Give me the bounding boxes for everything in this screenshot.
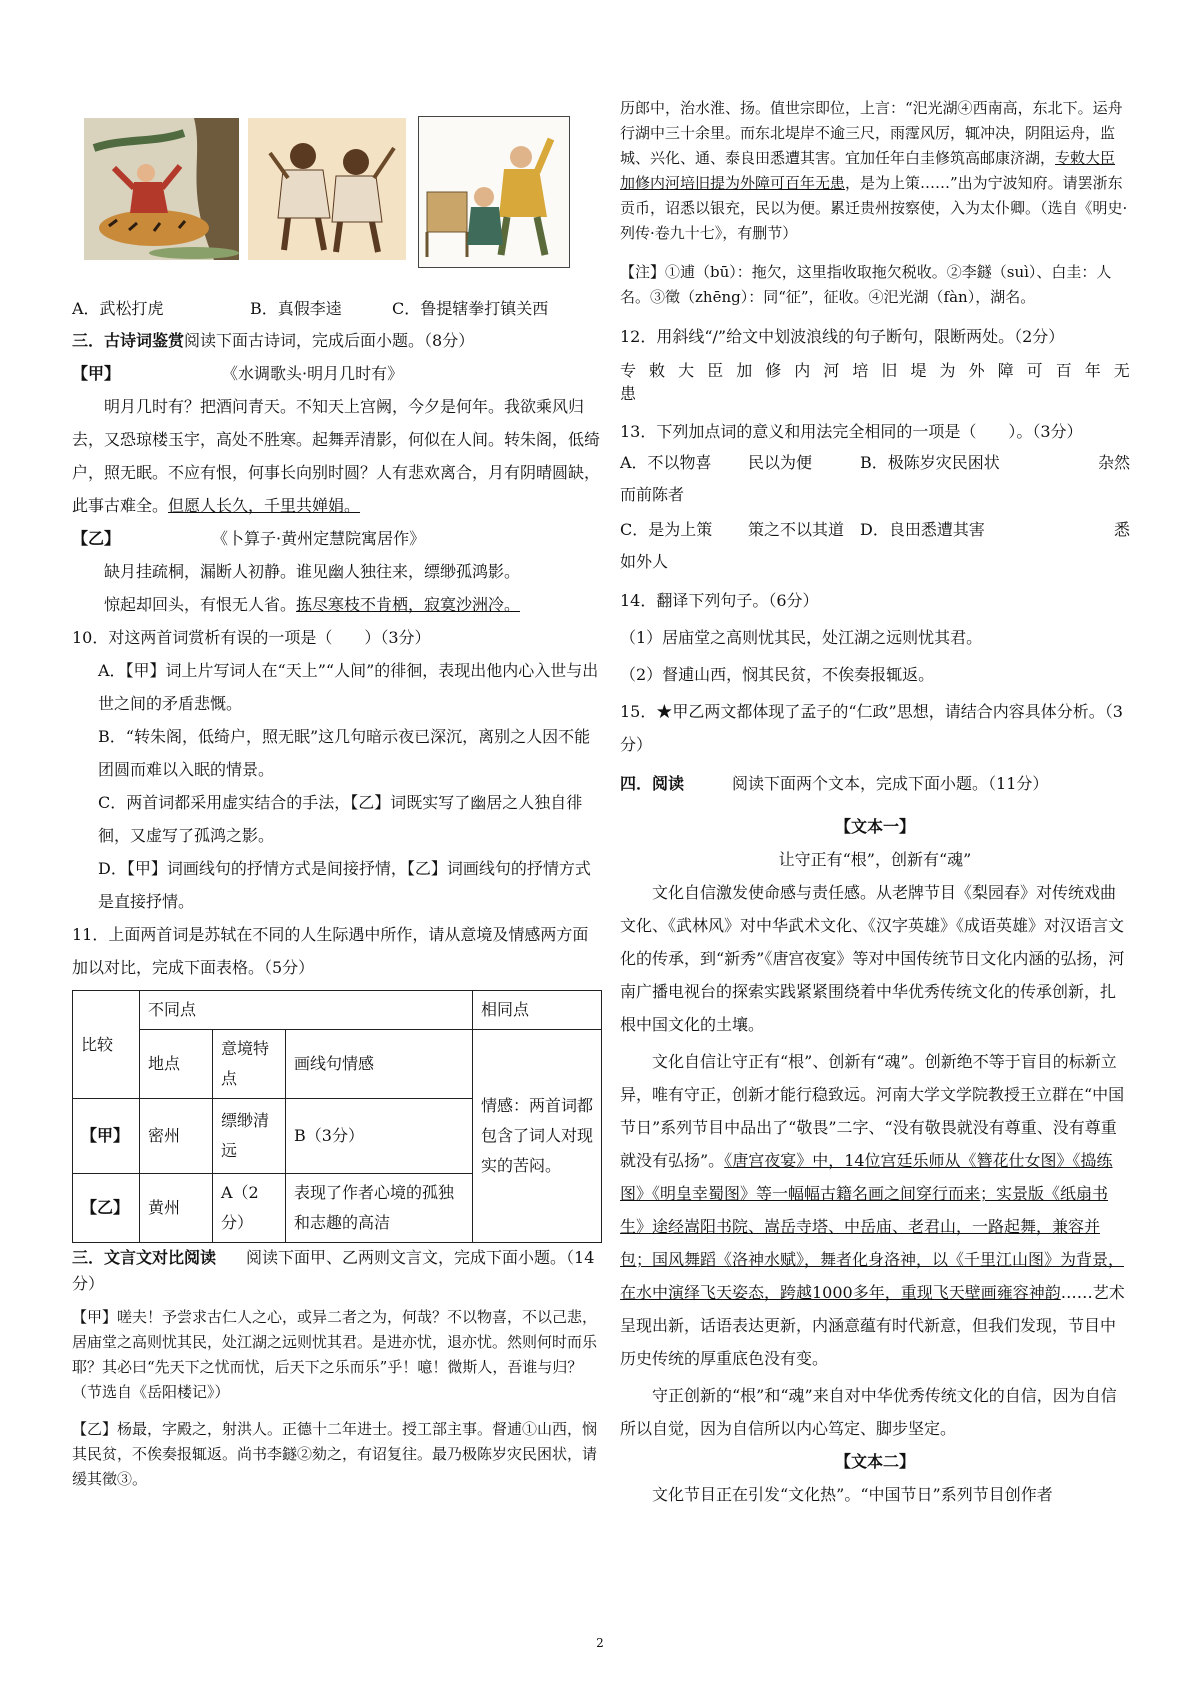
table-place-header: 地点: [140, 1030, 213, 1099]
q13-row-cd: [620, 515, 1130, 545]
classical-instruction: 阅读下面甲、乙两则文言文，完成下面小题。（14分）: [72, 1248, 595, 1293]
li-kui-illustration: [248, 118, 406, 260]
q11-stem: 11．上面两首词是苏轼在不同的人生际遇中所作，请从意境及情感两方面加以对比，完成下面表格。（5分）: [72, 925, 589, 977]
table-same-header: 相同点: [473, 991, 602, 1030]
q12-char: 臣: [707, 361, 724, 380]
classical-section-title: 三．文言文对比阅读: [72, 1248, 217, 1267]
table-yi-mood: A（2分）: [213, 1174, 286, 1243]
lu-tixia-illustration: [418, 116, 570, 268]
q12-char: 培: [852, 361, 869, 380]
q15-stem: 15．★甲乙两文都体现了孟子的“仁政”思想，请结合内容具体分析。（3分）: [620, 702, 1123, 754]
classical-yi-cont-2: ，是为上策……”出为宁波知府。请罢浙东贡币，诏悉以银充，民以为便。累迁贵州按察使，入为太仆卿。（选自《明史·列传·卷九十七》，有删节）: [620, 174, 1128, 242]
q13-stem: 13．下列加点词的意义和用法完全相同的一项是（ ）。（3分）: [620, 422, 1083, 441]
comparison-table: [72, 990, 602, 1243]
q12-char: 旧: [881, 361, 898, 380]
q13-a2: 民以为便: [748, 453, 813, 472]
q10-option-b: B．“转朱阁，低绮户，照无眠”这几句暗示夜已深沉，离别之人因不能团圆而难以入眠的情景。: [98, 727, 591, 779]
q13-c1: C．是为上策: [620, 520, 713, 539]
q13-a1: A．不以物喜: [620, 453, 712, 472]
q10-option-a: A．【甲】词上片写词人在“天上”“人间”的徘徊，表现出他内心入世与出世之间的矛盾悲慨。: [98, 661, 599, 713]
table-diff-header: 不同点: [140, 991, 473, 1030]
text1-p2-plain: 文化自信让守正有“根”、创新有“魂”。创新绝不等于盲目的标新立异，唯有守正，创新才能行稳致远。河南大学文学院教授王立群在“中国节日”系列节目中品出了“敬畏”二字、“没有敬畏就没有尊重、没有尊重就没有弘扬”。: [620, 1052, 1125, 1170]
q12-stem: 12．用斜线“/”给文中划波浪线的句子断句，限断两处。（2分）: [620, 327, 1065, 346]
table-same-text: 情感：两首词都包含了词人对现实的苦闷。: [473, 1030, 602, 1243]
table-jia-label: 【甲】: [73, 1099, 140, 1174]
classical-yi-wavy-sentence: 专敕大臣加修内河培旧提为外障可百年无患: [620, 149, 1116, 192]
q12-char: 专: [620, 361, 637, 380]
caption-c: C．鲁提辖拳打镇关西: [392, 299, 549, 318]
q12-char: 可: [1026, 361, 1043, 380]
classical-yi-text: 【乙】杨最，字殿之，射洪人。正德十二年进士。授工部主事。督逋①山西，悯其民贫，不俟奏报辄返。尚书李鐩②劾之，有诏复往。最乃极陈岁灾民困状，请缓其徵③。: [72, 1420, 598, 1488]
q12-last-char: 患: [620, 384, 637, 403]
q12-char: 堤: [910, 361, 927, 380]
reading-heading: [620, 767, 1130, 800]
q13-b3: 而前陈者: [620, 485, 685, 504]
illustration-captions: [72, 294, 602, 324]
table-jia-mood: 缥缈清远: [213, 1099, 286, 1174]
q12-char: 修: [765, 361, 782, 380]
q12-char: 为: [939, 361, 956, 380]
table-jia-place: 密州: [140, 1099, 213, 1174]
text1-p2-tail: ……艺术呈现出新，话语表达更新，内涵意蕴有时代新意，但我们发现，节目中历史传统的厚重底色没有变。: [620, 1283, 1125, 1368]
q12-char: 障: [997, 361, 1014, 380]
poem-jia-text: [72, 390, 602, 522]
q13-row-ab: [620, 448, 1130, 478]
text1-paragraph-2: [620, 1045, 1130, 1375]
poem-yi-underline: 拣尽寒枝不肯栖，寂寞沙洲冷。: [296, 595, 521, 614]
caption-a: A．武松打虎: [72, 299, 164, 318]
q12-char: 加: [736, 361, 753, 380]
poem-yi-line1: 缺月挂疏桐，漏断人初静。谁见幽人独往来，缥缈孤鸿影。: [104, 562, 521, 581]
poem-jia-body: 明月几时有？把酒问青天。不知天上宫阙，今夕是何年。我欲乘风归去，又恐琼楼玉宇，高处不胜寒。起舞弄清影，何似在人间。转朱阁，低绮户，照无眠。不应有恨，何事长向别时圆？人有悲欢离合，月有阴晴圆缺，此事古难全。: [72, 397, 601, 515]
q12-char: 外: [968, 361, 985, 380]
q13-d3: 如外人: [620, 552, 669, 571]
q12-char: 敕: [649, 361, 666, 380]
q13-b1: B．极陈岁灾民困状: [860, 453, 1000, 472]
q13-b2: 杂然: [1097, 453, 1130, 472]
classical-jia-text: 【甲】嗟夫！予尝求古仁人之心，或异二者之为，何哉？不以物喜，不以己悲，居庙堂之高则忧其民，处江湖之远则忧其君。是进亦忧，退亦忧。然则何时而乐耶？其必曰“先天下之忧而忧，后天下之乐而乐”乎！噫！微斯人，吾谁与归？（节选自《岳阳楼记》）: [72, 1308, 598, 1401]
q12-char: 内: [794, 361, 811, 380]
poetry-instruction: 阅读下面古诗词，完成后面小题。（8分）: [184, 331, 475, 350]
classical-yi-continued: [620, 96, 1130, 246]
q14-sentence-1: （1）居庙堂之高则忧其民，处江湖之远则忧其君。: [620, 628, 983, 647]
poem-jia-title-row: [72, 357, 602, 390]
poem-yi-line2: [72, 588, 602, 621]
wusong-tiger-illustration: [84, 118, 239, 260]
poem-yi-title: 《卜算子·黄州定慧院寓居作》: [220, 529, 426, 548]
q12-char: 无: [1113, 361, 1130, 380]
caption-b: B．真假李逵: [250, 299, 342, 318]
poem-jia-label: 【甲】: [72, 364, 121, 383]
q14-stem: 14．翻译下列句子。（6分）: [620, 591, 819, 610]
classical-note: 【注】①逋（bū）：拖欠，这里指收取拖欠税收。②李鐩（suì）、白圭：人名。③徵（zhēng）：同“征”，征收。④汜光湖（fàn），湖名。: [620, 263, 1112, 306]
poetry-section-title: 三．古诗词鉴赏: [72, 331, 185, 350]
q13-d1: D．良田悉遭其害: [860, 520, 985, 539]
text1-paragraph-3: 守正创新的“根”和“魂”来自对中华优秀传统文化的自信，因为自信所以自觉，因为自信所以内心笃定、脚步坚定。: [620, 1386, 1117, 1438]
q12-char: 百: [1055, 361, 1072, 380]
table-yi-label: 【乙】: [73, 1174, 140, 1243]
poem-yi-title-row: [72, 522, 602, 555]
left-column: [72, 96, 602, 1492]
q10-stem: 10．对这两首词赏析有误的一项是（ ）（3分）: [72, 628, 431, 647]
poem-jia-underline: 但愿人长久，千里共婵娟。: [168, 496, 361, 515]
right-column: [620, 96, 1130, 1511]
table-yi-place: 黄州: [140, 1174, 213, 1243]
q13-d2: 悉: [1113, 520, 1130, 539]
text1-p2-underline: 《唐宫夜宴》中，14位宫廷乐师从《簪花仕女图》《捣练图》《明皇幸蜀图》等一幅幅古籍名画之间穿行而来；实景版《纸扇书生》途经嵩阳书院、嵩岳寺塔、中岳庙、老君山，一路起舞，兼容并包；国风舞蹈《洛神水赋》，舞者化身洛神，以《千里江山图》为背景，在水中演绎飞天姿态，跨越1000多年，重现飞天壁画雍容神韵: [620, 1151, 1125, 1302]
text1-paragraph-1: 文化自信激发使命感与责任感。从老牌节目《梨园春》对传统戏曲文化、《武林风》对中华武术文化、《汉字英雄》《成语英雄》对汉语言文化的传承，到“新秀”《唐宫夜宴》等对中国传统节日文化内涵的弘扬，河南广播电视台的探索实践紧紧围绕着中华优秀传统文化的传承创新，扎根中国文化的土壤。: [620, 883, 1125, 1034]
text1-title: 让守正有“根”，创新有“魂”: [778, 850, 972, 869]
poem-jia-title: 《水调歌头·明月几时有》: [230, 364, 404, 383]
reading-instruction: 阅读下面两个文本，完成下面小题。（11分）: [732, 774, 1049, 793]
table-mood-header: 意境特点: [213, 1030, 286, 1099]
table-compare: 比较: [73, 991, 140, 1099]
q12-sentence: [620, 359, 1130, 383]
text2-label: 【文本二】: [834, 1452, 915, 1471]
illustration-row: [72, 96, 602, 294]
table-yi-emotion: 表现了作者心境的孤独和志趣的高洁: [286, 1174, 473, 1243]
table-emotion-header: 画线句情感: [286, 1030, 473, 1099]
q10-option-c: C．两首词都采用虚实结合的手法，【乙】词既实写了幽居之人独自徘徊，又虚写了孤鸿之影。: [98, 793, 583, 845]
q10-option-d: D．【甲】词画线句的抒情方式是间接抒情，【乙】词画线句的抒情方式是直接抒情。: [98, 859, 591, 911]
q13-c2: 策之不以其道: [748, 520, 845, 539]
q12-char: 河: [823, 361, 840, 380]
classical-heading: [72, 1245, 602, 1297]
reading-section-title: 四．阅读: [620, 774, 685, 793]
poem-yi-label: 【乙】: [72, 529, 121, 548]
page-number: 2: [596, 1636, 604, 1650]
text2-paragraph-1: 文化节目正在引发“文化热”。“中国节日”系列节目创作者: [652, 1485, 1053, 1504]
q14-sentence-2: （2）督逋山西，悯其民贫，不俟奏报辄返。: [620, 665, 935, 684]
classical-yi-cont-1: 历郎中，治水淮、扬。值世宗即位，上言：“汜光湖④西南高，东北下。运舟行湖中三十余里。而东北堤岸不逾三尺，雨霪风厉，辄冲决，阴阻运舟，监城、兴化、通、泰良田悉遭其害。宜加任年白圭修筑高邮康济湖，: [620, 99, 1123, 167]
q12-char: 年: [1084, 361, 1101, 380]
poetry-heading: [72, 324, 602, 357]
text1-label: 【文本一】: [834, 817, 915, 836]
table-jia-emotion: B（3分）: [286, 1099, 473, 1174]
q12-char: 大: [678, 361, 695, 380]
poem-yi-line2-plain: 惊起却回头，有恨无人省。: [104, 595, 297, 614]
